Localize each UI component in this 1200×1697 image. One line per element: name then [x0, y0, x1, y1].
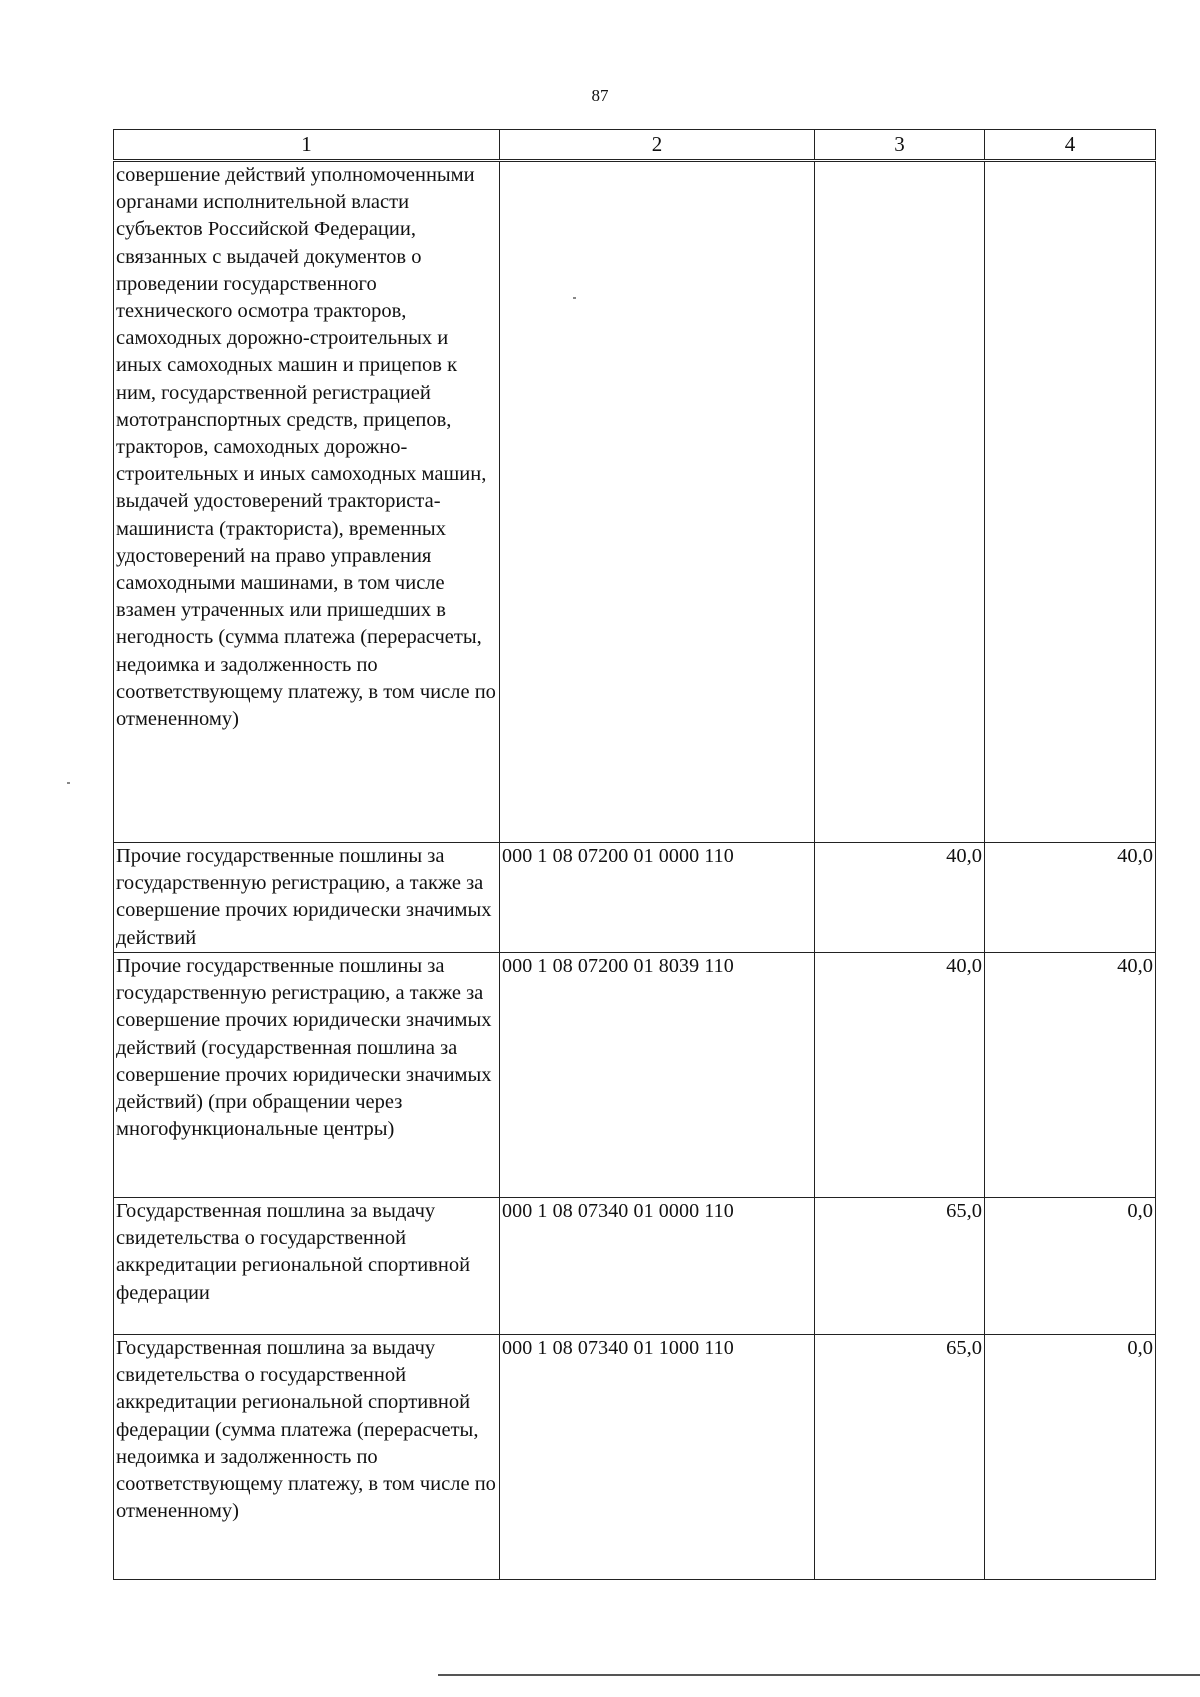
- table-row: [114, 1198, 1156, 1335]
- column-header-3: 3: [815, 130, 985, 161]
- scan-speck: [573, 297, 576, 299]
- row-budget-code: 000 1 08 07200 01 8039 110: [500, 953, 815, 1198]
- row-value-col4: 40,0: [985, 843, 1156, 953]
- row-description: совершение действий уполномоченными органами исполнительной власти субъектов Российской Федерации, связанных с выдачей документов о проведении государственного технического осмотра тракторов, самоходных дорожно-строительных и иных самоходных машин и прицепов к ним, государственной регистрацией мототранспортных средств, прицепов, тракторов, самоходных дорожно-строительных и иных самоходных машин, выдачей удостоверений тракториста-машиниста (тракториста), временных удостоверений на право управления самоходными машинами, в том числе взамен утраченных или пришедших в негодность (сумма платежа (перерасчеты, недоимка и задолженность по соответствующему платежу, в том числе по отмененному): [114, 161, 500, 843]
- row-value-col3: 40,0: [815, 953, 985, 1198]
- column-header-2: 2: [500, 130, 815, 161]
- row-value-col4: 0,0: [985, 1335, 1156, 1580]
- row-description: Государственная пошлина за выдачу свидетельства о государственной аккредитации региональной спортивной федерации (сумма платежа (перерасчеты, недоимка и задолженность по соответствующему платежу, в том числе по отмененному): [114, 1335, 500, 1580]
- row-budget-code: [500, 161, 815, 843]
- row-description: Прочие государственные пошлины за государственную регистрацию, а также за совершение прочих юридически значимых действий (государственная пошлина за совершение прочих юридически значимых действий) (при обращении через многофункциональные центры): [114, 953, 500, 1198]
- table-row: [114, 843, 1156, 953]
- scan-speck: [67, 782, 70, 784]
- budget-table: [113, 129, 1156, 1580]
- page-number: 87: [591, 86, 609, 105]
- row-description: Прочие государственные пошлины за государственную регистрацию, а также за совершение прочих юридически значимых действий: [114, 843, 500, 953]
- table-row: [114, 953, 1156, 1198]
- row-value-col4: 40,0: [985, 953, 1156, 1198]
- row-budget-code: 000 1 08 07200 01 0000 110: [500, 843, 815, 953]
- table-header-row: [114, 130, 1156, 161]
- row-value-col3: [815, 161, 985, 843]
- column-header-4: 4: [985, 130, 1156, 161]
- table-row: [114, 1335, 1156, 1580]
- row-budget-code: 000 1 08 07340 01 0000 110: [500, 1198, 815, 1335]
- row-value-col3: 65,0: [815, 1198, 985, 1335]
- row-description: Государственная пошлина за выдачу свидетельства о государственной аккредитации региональной спортивной федерации: [114, 1198, 500, 1335]
- row-value-col4: [985, 161, 1156, 843]
- table-row: [114, 161, 1156, 843]
- footer-rule: [438, 1674, 1200, 1676]
- row-value-col3: 40,0: [815, 843, 985, 953]
- column-header-1: 1: [114, 130, 500, 161]
- row-value-col4: 0,0: [985, 1198, 1156, 1335]
- row-value-col3: 65,0: [815, 1335, 985, 1580]
- row-budget-code: 000 1 08 07340 01 1000 110: [500, 1335, 815, 1580]
